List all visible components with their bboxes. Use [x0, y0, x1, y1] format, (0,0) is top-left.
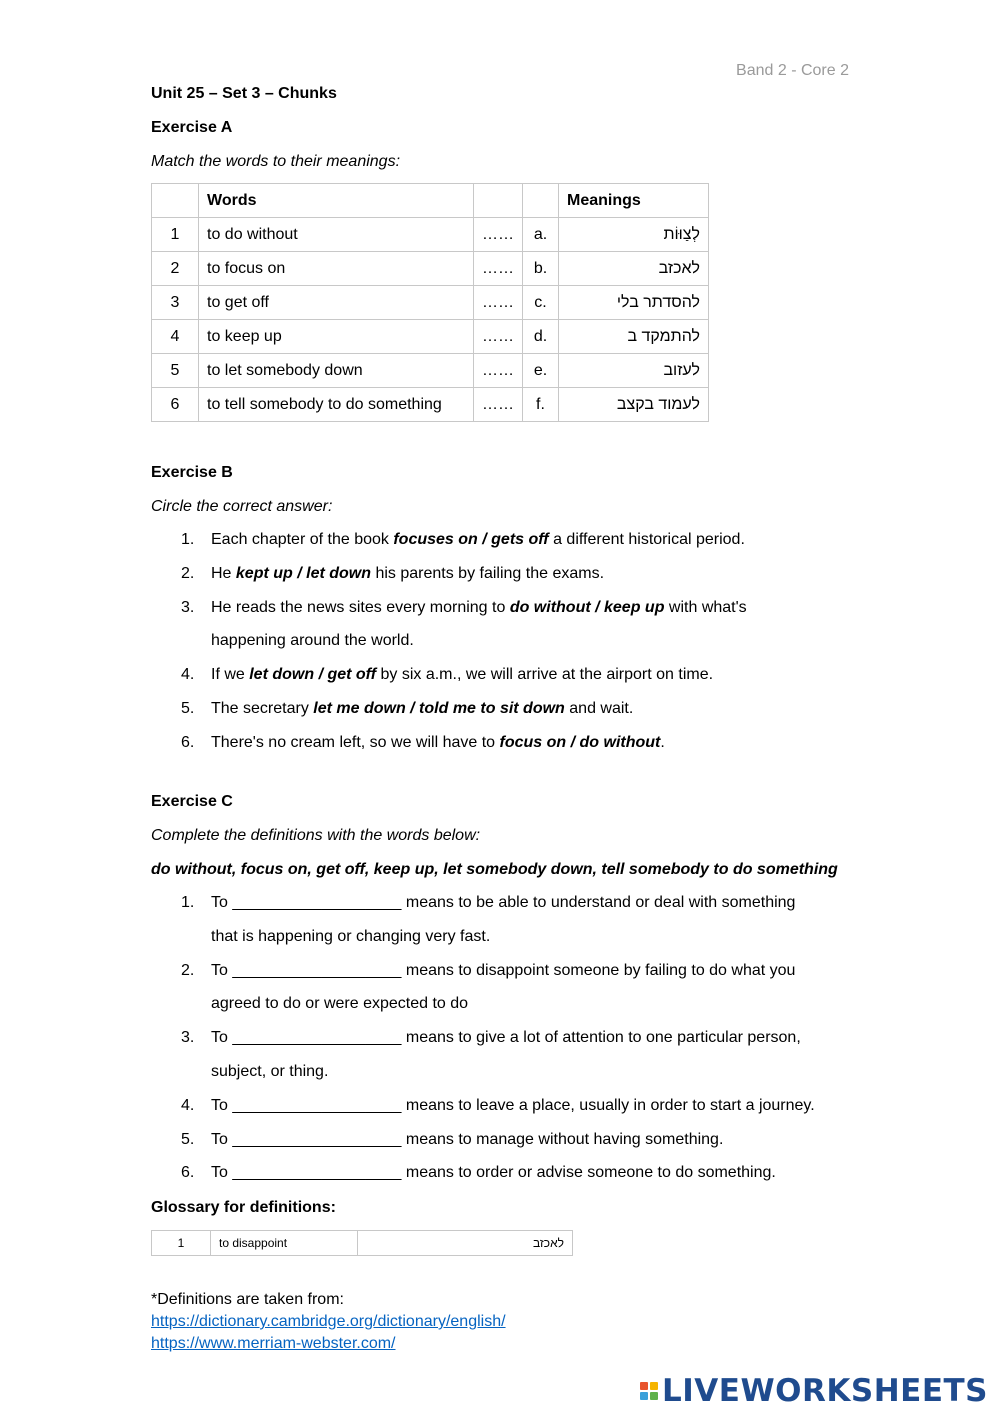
row-meaning [559, 218, 709, 252]
meaning-text: להסדתר בלי [616, 293, 700, 311]
list-item [151, 954, 815, 1022]
glossary-term: to disappoint [211, 1231, 358, 1256]
definition-continued: subject, or thing. [211, 1062, 329, 1080]
item-number: 6. [181, 733, 195, 751]
row-number: 3 [152, 286, 199, 320]
answer-blank[interactable]: …… [474, 218, 523, 252]
meaning-text: לְצַוּוֹת [663, 225, 700, 243]
header-cell-dots [474, 184, 523, 218]
item-number: 6. [181, 1164, 195, 1182]
band-label: Band 2 - Core 2 [736, 62, 849, 79]
answer-choice[interactable]: do without / keep up [509, 598, 665, 616]
header-cell-num [152, 184, 199, 218]
item-number: 2. [181, 961, 195, 979]
row-letter: e. [523, 354, 559, 388]
row-number: 1 [152, 218, 199, 252]
item-text-post: his parents by failing the exams. [371, 564, 605, 582]
exercise-a-instruction: Match the words to their meanings: [151, 153, 401, 170]
definition-continued: that is happening or changing very fast. [211, 927, 491, 945]
item-number: 1. [181, 894, 195, 911]
list-item [151, 1021, 815, 1089]
meaning-text: לאכזב [658, 259, 700, 277]
exercise-b-list [151, 523, 747, 760]
row-letter: a. [523, 218, 559, 252]
list-item [151, 726, 747, 760]
answer-blank[interactable]: …… [474, 320, 523, 354]
liveworksheets-logo [640, 1373, 988, 1409]
answer-choice[interactable]: let down / get off [249, 666, 377, 684]
row-meaning [559, 354, 709, 388]
row-letter: d. [523, 320, 559, 354]
header-meanings: Meanings [559, 184, 709, 218]
row-word: to do without [199, 218, 474, 252]
item-number: 5. [181, 699, 195, 717]
answer-choice[interactable]: let me down / told me to sit down [313, 699, 565, 717]
row-word: to let somebody down [199, 354, 474, 388]
row-meaning [559, 320, 709, 354]
row-number: 6 [152, 388, 199, 422]
item-number: 2. [181, 564, 195, 582]
list-item [151, 658, 747, 692]
exercise-c-instruction: Complete the definitions with the words below: [151, 827, 481, 844]
source-link-cambridge[interactable]: https://dictionary.cambridge.org/dictionary/english/ [151, 1313, 506, 1330]
item-text-pre: If we [211, 666, 250, 684]
item-text-pre: Each chapter of the book [211, 531, 394, 548]
list-item [151, 523, 747, 557]
logo-square [640, 1392, 648, 1400]
exercise-c-list [151, 886, 815, 1190]
exercise-b-heading: Exercise B [151, 464, 233, 481]
table-row [152, 218, 709, 252]
logo-square [640, 1382, 648, 1390]
item-text-pre: He [211, 564, 236, 582]
item-number: 4. [181, 1096, 195, 1114]
definition-text[interactable]: To ___________________ means to give a lot of attention to one particular person, [211, 1029, 801, 1047]
answer-choice[interactable]: focuses on / gets off [393, 531, 549, 548]
answer-blank[interactable]: …… [474, 252, 523, 286]
definition-text[interactable]: To ___________________ means to disappoint someone by failing to do what you [211, 961, 796, 979]
logo-square [650, 1392, 658, 1400]
item-number: 1. [181, 531, 195, 548]
definition-text[interactable]: To ___________________ means to be able to understand or deal with something [211, 894, 796, 911]
matching-table-header [152, 184, 709, 218]
table-row [152, 286, 709, 320]
logo-text: LIVEWORKSHEETS [662, 1373, 988, 1409]
exercise-b-instruction: Circle the correct answer: [151, 498, 333, 515]
glossary-translation [358, 1231, 573, 1256]
row-letter: c. [523, 286, 559, 320]
item-text-post: and wait. [564, 699, 634, 717]
list-item [151, 692, 747, 726]
item-text-pre: He reads the news sites every morning to [211, 598, 510, 616]
table-row [152, 1231, 573, 1256]
item-number: 4. [181, 666, 195, 684]
table-row [152, 354, 709, 388]
word-bank: do without, focus on, get off, keep up, let somebody down, tell somebody to do something [151, 861, 838, 878]
row-word: to keep up [199, 320, 474, 354]
table-row [152, 320, 709, 354]
page-title: Unit 25 – Set 3 – Chunks [151, 85, 337, 102]
answer-choice[interactable]: kept up / let down [235, 564, 372, 582]
source-link-merriam-webster[interactable]: https://www.merriam-webster.com/ [151, 1335, 396, 1352]
table-row [152, 388, 709, 422]
item-text-post: a different historical period. [548, 531, 745, 548]
meaning-text: לעזוב [663, 361, 700, 379]
answer-blank[interactable]: …… [474, 388, 523, 422]
row-number: 5 [152, 354, 199, 388]
glossary-table [151, 1230, 573, 1256]
logo-mark-icon [640, 1382, 658, 1400]
header-cell-letter [523, 184, 559, 218]
table-row [152, 252, 709, 286]
exercise-a-heading: Exercise A [151, 119, 233, 136]
list-item [151, 591, 747, 659]
definition-text[interactable]: To ___________________ means to order or advise someone to do something. [211, 1164, 776, 1182]
row-meaning [559, 388, 709, 422]
definition-continued: agreed to do or were expected to do [211, 995, 469, 1013]
item-text-post: with what's [664, 598, 747, 616]
meaning-text: לעמוד בקצב [616, 395, 700, 413]
row-word: to get off [199, 286, 474, 320]
item-text-post: . [660, 733, 665, 751]
list-item [151, 557, 747, 591]
item-text-post: by six a.m., we will arrive at the airport on time. [376, 666, 714, 684]
item-text-pre: The secretary [211, 699, 314, 717]
row-meaning [559, 252, 709, 286]
item-text-continued: happening around the world. [211, 632, 414, 650]
list-item [151, 1089, 815, 1123]
item-number: 3. [181, 1029, 195, 1047]
glossary-num: 1 [152, 1231, 211, 1256]
item-number: 5. [181, 1130, 195, 1148]
item-number: 3. [181, 598, 195, 616]
header-words: Words [199, 184, 474, 218]
list-item [151, 1123, 815, 1157]
row-word: to tell somebody to do something [199, 388, 474, 422]
answer-blank[interactable]: …… [474, 354, 523, 388]
matching-table [151, 183, 709, 422]
answer-blank[interactable]: …… [474, 286, 523, 320]
row-number: 4 [152, 320, 199, 354]
item-text-pre: There's no cream left, so we will have to [211, 733, 500, 751]
logo-square [650, 1382, 658, 1390]
row-letter: b. [523, 252, 559, 286]
meaning-text: להתמקד ב [627, 327, 700, 345]
list-item [151, 1156, 815, 1190]
list-item [151, 886, 815, 954]
glossary-translation-text: לאכזב [532, 1236, 564, 1250]
definition-text[interactable]: To ___________________ means to manage without having something. [211, 1130, 724, 1148]
row-meaning [559, 286, 709, 320]
row-number: 2 [152, 252, 199, 286]
glossary-heading: Glossary for definitions: [151, 1199, 336, 1216]
definition-text[interactable]: To ___________________ means to leave a place, usually in order to start a journey. [211, 1096, 815, 1114]
sources-label: *Definitions are taken from: [151, 1291, 344, 1308]
exercise-c-heading: Exercise C [151, 793, 233, 810]
row-letter: f. [523, 388, 559, 422]
row-word: to focus on [199, 252, 474, 286]
answer-choice[interactable]: focus on / do without [499, 733, 661, 751]
